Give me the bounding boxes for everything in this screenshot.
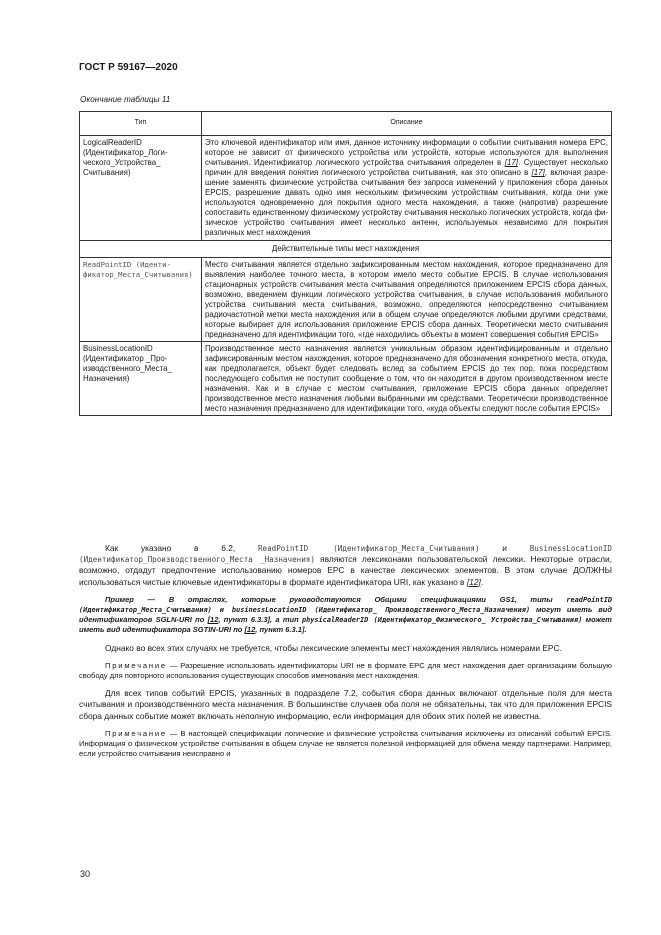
page-number: 30 [80, 869, 91, 879]
paragraph-text: и [479, 543, 530, 553]
table-row [80, 341, 612, 415]
column-header-description: Описание [202, 112, 612, 136]
description-text: Это ключевой идентификатор или имя, данное источнику информации о событии считывания номера EPC, которое не зависит от физического устройства или устройств, которые используются для выполнения считывания. Идентификатор логического устройства считывания определен в [205, 138, 608, 168]
table-header-row [80, 112, 612, 136]
paragraph: Однако во всех этих случаях не требуется, чтобы лексические элементы мест нахождения являлись номерами EPC. [105, 642, 562, 653]
note-label: Примечание [105, 728, 167, 738]
type-cell: BusinessLocationID (Идентификатор _Производственного_Места_ Назначения) [80, 341, 202, 415]
note-paragraph [79, 661, 612, 681]
paragraph: Для всех типов событий EPCIS, указанных в подразделе 7.2, события сбора данных включают отдельные поля для места считывания и производственного места назначения. В большинстве случаев оба поля не обязательны, так что для приложения EPCIS сбора данных событие может включать неполную информацию, если информация для обоих этих полей не известна. [79, 688, 612, 721]
table-section-row [80, 240, 612, 257]
data-table [79, 111, 612, 416]
reference-link[interactable]: [12 [244, 625, 256, 635]
table-row [80, 136, 612, 240]
paragraph-text: Как указано в 6.2, [105, 543, 258, 553]
example-text: Пример — В отраслях, которые руководствуются Общими спецификациями GS1, типы [105, 594, 567, 604]
body-text [79, 543, 612, 759]
paragraph-text: являются лексиконами пользовательской лексики. Некоторые отрасли, возможно, отдадут предпочтение использованию номеров EPC в качестве лексических элементов. В этом случае ДОЛЖНЫ использоваться чистые ключевые идентификаторы в формате идентификатора URI, как указано в [79, 554, 612, 587]
description-text: . Существует несколько причин для введения понятия логического устройства считывания, как это описано в [205, 158, 608, 178]
code-term: physicalReaderID (Идентификатор_Физического_ Устройства_Считывания) [301, 616, 583, 625]
reference-link[interactable]: [17] [531, 168, 545, 178]
note-text: — Разрешение использовать идентификаторы URI не в формате EPC для мест нахождения дает организациям большую свободу для повторного использования существующих способов именования мест нахождения. [79, 660, 612, 681]
note-label: Примечание [105, 660, 167, 670]
paragraph [79, 543, 612, 588]
description-cell: Производственное место назначения является уникальным образом идентифицированным и отдельно зафиксированным местом нахождения, которое предназначено для обозначения конкретного места, откуда, как предполагается, объект будет следовать вслед за событием EPCIS до тех пор, пока посредством последующего события не поступит сообщение о том, что он находится в другом производственном месте назначения. Как и в случае с местом считывания, приложение EPCIS сбора данных определяет производственное место назначения любыми выбранными им средствами. Теоретически производственное место назначения предназначено для идентификации того, «куда объекты следуют после события EPCIS» [202, 341, 612, 415]
description-text: , включая разрешение заменять физические устройства считывания без запроса изменений у приложения сбора данных EPCIS, разрешение давать одно имя нескольким физическим устройствам считывания, когда они уже используются одновременно для покрытия одного места нахождения, а также (напротив) разрешение сопоставить единственному физическому устройству считывания несколько логических устройств, когда физическое устройство считывания имеет несколько антенн, используемых независимо для покрытия различных мест нахождения [205, 168, 609, 238]
code-term: BusinessLocationID (Идентификатор_Производственного_Места _Назначения) [79, 544, 612, 565]
paragraph-text: . [480, 576, 484, 587]
type-cell: ReadPointID (Идентификатор_Места_Считывания) [80, 257, 202, 341]
example-text: может иметь вид идентификатора SGTIN-URI по [79, 615, 612, 635]
table-row [80, 257, 612, 341]
example-paragraph [79, 595, 612, 636]
description-cell [202, 136, 612, 240]
reference-link[interactable]: [17] [504, 158, 518, 168]
column-header-type: Тип [80, 112, 202, 136]
note-text: — В настоящей спецификации логические и физические устройства считывания исключены из описаний событий EPCIS. Информация о физическом устройстве считывания в общем случае не является полезной информацией для обмена между партнерами. Например, если устройство считывания неисправно и [79, 728, 612, 759]
section-heading: Действительные типы мест нахождения [80, 240, 612, 257]
type-cell: LogicalReaderID (Идентификатор_Логического_Устройства_ Считывания) [80, 136, 202, 240]
example-text: , пункт 6.3.1]. [255, 625, 307, 635]
reference-link[interactable]: [12 [207, 615, 219, 625]
code-term: ReadPointID (Идентификатор_Места_Считывания) [257, 544, 480, 553]
code-term: readPointID (Идентификатор_Места_Считывания) и businessLocationID (Идентификатор_ Производственного_Места_Назначения) [79, 595, 612, 615]
reference-link[interactable]: [12] [466, 576, 481, 587]
description-cell: Место считывания является отдельно зафиксированным местом нахождения, которое предназначено для выявления наиболее точного места, в котором имело место событие EPCIS. В случае использования стационарных устройств считывания места считывания определяются приложением EPCIS сбора данных, возможно, введением функции логического устройства считывания, в случае использования мобильного устройства считывания места считывания, возможно, определяются непосредственно считыванием радиочастотной метки места нахождения или в общем случае определяются любыми другими средствами, которые выбирает для использования приложение EPCIS сбора данных. Теоретически место считывания предназначено для идентификации того, «где находились объекты в момент совершения события EPCIS» [202, 257, 612, 341]
example-text: , пункт 6.3.3], а тип [218, 615, 302, 625]
table-caption: Окончание таблицы 11 [80, 95, 171, 104]
example-text: могут иметь вид идентификаторов SGLN-URI по [79, 605, 612, 625]
document-header: ГОСТ Р 59167—2020 [79, 62, 178, 73]
note-paragraph [79, 729, 612, 760]
